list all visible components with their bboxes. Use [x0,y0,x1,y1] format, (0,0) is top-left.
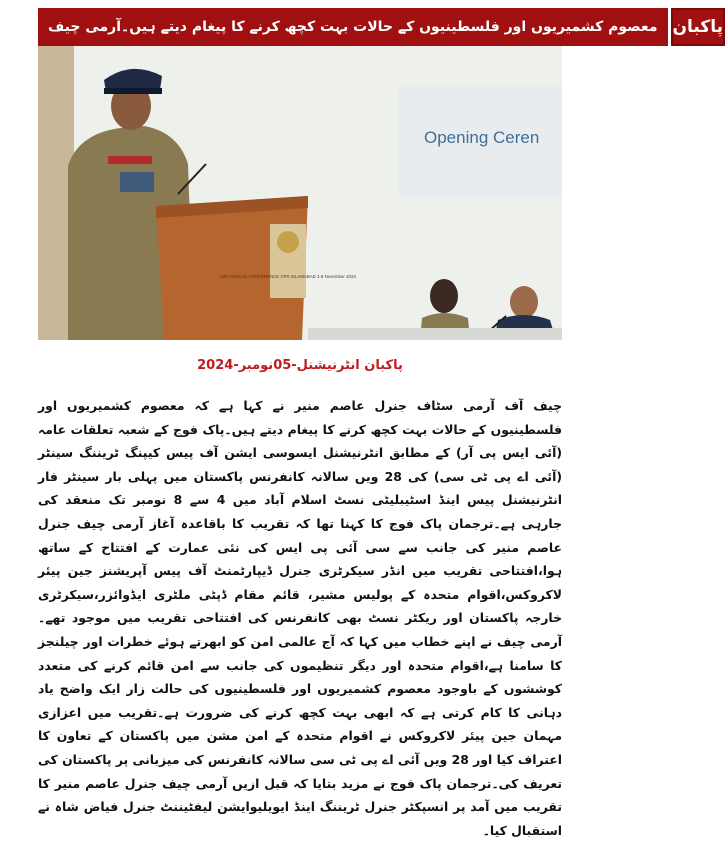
news-photo [38,46,562,340]
seated-woman-head [430,279,458,313]
officer-collar-tab [108,156,152,164]
table [308,328,562,340]
screen-text: Opening Ceren [424,128,540,147]
news-photo-illustration [38,46,562,340]
podium-text: 28th ANNUAL CONFERENCE CPS ISLAMABAD 4-8 November 2024 [220,274,356,279]
headline: معصوم کشمیریوں اور فلسطینیوں کے حالات بہت کچھ کرنے کا پیغام دیتے ہیں۔آرمی چیف [38,8,671,46]
beret-band [104,88,162,94]
brand-logo: پاکبان [671,8,725,46]
photo-caption: پاکبان انٹرنیشنل-05نومبر-2024 [197,358,403,373]
conference-emblem [277,231,299,253]
officer-ribbons [120,172,154,192]
article-body: چیف آف آرمی سٹاف جنرل عاصم منیر نے کہا ہے کہ معصوم کشمیریوں اور فلسطینیوں کے حالات بہت کچھ کرنے کا پیغام دیتے ہیں۔پاک فوج کے شعبہ تعلقات عامہ (آئی ایس پی آر) کے مطابق انٹرنیشنل ایسوسی ایشن آف پیس کیپنگ ٹریننگ سینٹر (آئی اے پی ٹی سی) کی 28 ویں سالانہ کانفرنس پاکستان میں پہلی بار سینٹر فار انٹرنیشنل پیس اینڈ اسٹیبلیٹی نسٹ اسلام آباد میں 4 سے 8 نومبر تک منعقد کی جارہی ہے۔ترجمان پاک فوج کا کہنا تھا کہ تقریب کا باقاعدہ آغاز آرمی چیف جنرل عاصم منیر کی جانب سے سی آئی پی ایس کی نئی عمارت کے افتتاح کے ساتھ ہوا،افتتاحی تقریب میں انڈر سیکرٹری جنرل ڈیپارٹمنٹ آف پیس آپریشنز جین پیئر لاکروکس،اقوام متحدہ کے پولیس مشیر، قائم مقام ڈپٹی ملٹری ایڈوائزر،سیکرٹری خارجہ پاکستان اور ریکٹر نسٹ بھی کانفرنس کی افتتاحی تقریب میں موجود تھے۔آرمی چیف نے اپنے خطاب میں کہا کہ آج عالمی امن کو ابھرتے ہوئے خطرات اور چیلنجز کا سامنا ہے،اقوام متحدہ اور دیگر تنظیموں کی جانب سے امن قائم کرنے کی متعدد کوششوں کے باوجود معصوم کشمیریوں اور فلسطینیوں کی حالت زار ایک واضح یاد دہانی کا کام کرتی ہے کہ ابھی بہت کچھ کرنے کی ضرورت ہے۔تقریب میں اعزازی مہمان جین پیئر لاکروکس نے اقوام متحدہ کے امن مشن میں پاکستان کے تعاون کا اعتراف کیا اور 28 ویں آئی اے پی ٹی سی سالانہ کانفرنس کی میزبانی پر پاکستان کی تعریف کی۔ترجمان پاک فوج نے مزید بتایا کہ قبل ازیں آرمی چیف جنرل عاصم منیر کا تقریب میں آمد پر انسپکٹر جنرل ٹریننگ اینڈ ایویلیوایشن لیفٹیننٹ جنرل فیاض شاہ نے استقبال کیا۔ [38,398,562,838]
seated-man-head [510,286,538,318]
page-header [38,8,724,46]
